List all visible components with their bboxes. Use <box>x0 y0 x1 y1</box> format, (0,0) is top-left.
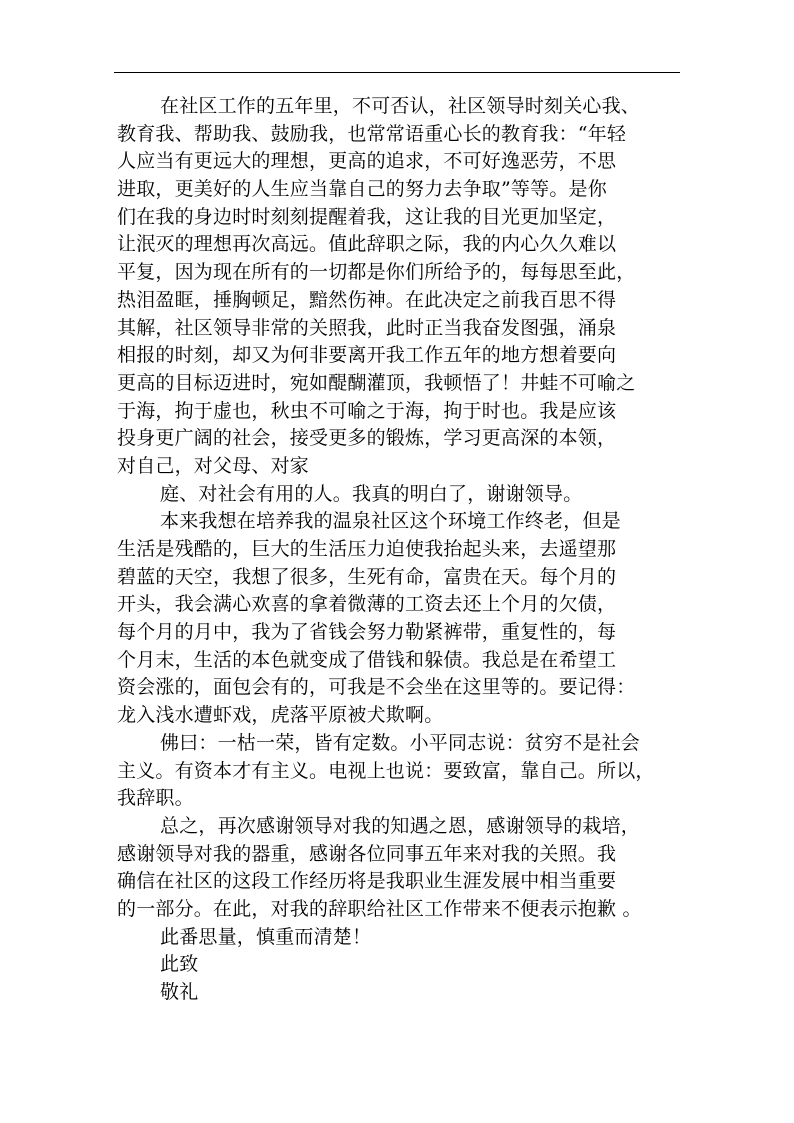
text-line: 人应当有更远大的理想，更高的追求，不可好逸恶劳，不思 <box>117 150 617 173</box>
text-line: 此番思量，慎重而清楚！ <box>160 925 372 948</box>
text-line: 平复，因为现在所有的一切都是你们所给予的，每每思至此， <box>117 261 636 284</box>
text-line: 开头，我会满心欢喜的拿着微薄的工资去还上个月的欠债， <box>117 593 617 616</box>
text-line: 让泯灭的理想再次高远。值此辞职之际，我的内心久久难以 <box>117 233 617 256</box>
text-line: 对自己，对父母、对家 <box>117 454 310 477</box>
text-line: 感谢领导对我的器重，感谢各位同事五年来对我的关照。我 <box>117 842 617 865</box>
document-body <box>117 93 687 1007</box>
text-line: 生活是残酷的，巨大的生活压力迫使我抬起头来，去遥望那 <box>117 538 617 560</box>
text-line: 热泪盈眶，捶胸顿足，黯然伤神。在此决定之前我百思不得 <box>117 288 617 311</box>
text-line: 投身更广阔的社会，接受更多的锻炼，学习更高深的本领， <box>117 427 617 450</box>
text-line: 总之，再次感谢领导对我的知遇之恩，感谢领导的栽培， <box>160 814 641 837</box>
text-line: 每个月的月中，我为了省钱会努力勒紧裤带，重复性的，每 <box>117 621 617 644</box>
text-line: 教育我、帮助我、鼓励我，也常常语重心长的教育我：“年轻 <box>117 122 627 145</box>
text-line: 资会涨的，面包会有的，可我是不会坐在这里等的。要记得： <box>117 676 636 699</box>
text-line: 敬礼 <box>160 981 199 1003</box>
text-line: 相报的时刻，却又为何非要离开我工作五年的地方想着要向 <box>117 344 617 367</box>
text-line: 个月末，生活的本色就变成了借钱和躲债。我总是在希望工 <box>117 648 617 671</box>
text-line: 更高的目标迈进时，宛如醍醐灌顶，我顿悟了！井蛙不可喻之 <box>117 371 636 394</box>
text-line: 我辞职。 <box>117 787 194 810</box>
text-line: 碧蓝的天空，我想了很多，生死有命，富贵在天。每个月的 <box>117 565 617 588</box>
text-line: 龙入浅水遭虾戏，虎落平原被犬欺啊。 <box>117 704 444 727</box>
text-line: 在社区工作的五年里，不可否认，社区领导时刻关心我、 <box>160 95 641 117</box>
text-line: 佛曰：一枯一荣，皆有定数。小平同志说：贫穷不是社会 <box>160 731 641 754</box>
text-line: 主义。有资本才有主义。电视上也说：要致富，靠自己。所以， <box>117 759 655 782</box>
text-line: 于海，拘于虚也，秋虫不可喻之于海，拘于时也。我是应该 <box>117 399 617 422</box>
text-line: 此致 <box>160 953 199 976</box>
text-line: 确信在社区的这段工作经历将是我职业生涯发展中相当重要 <box>117 870 617 893</box>
text-line: 本来我想在培养我的温泉社区这个环境工作终老，但是 <box>160 510 621 533</box>
text-line: 进取，更美好的人生应当靠自己的努力去争取”等等。是你 <box>117 178 607 201</box>
text-line: 庭、对社会有用的人。我真的明白了，谢谢领导。 <box>160 482 583 505</box>
text-line: 其解，社区领导非常的关照我，此时正当我奋发图强，涌泉 <box>117 316 617 339</box>
header-rule <box>114 72 680 73</box>
text-line: 的一部分。在此，对我的辞职给社区工作带来不便表示抱歉 。 <box>117 897 642 920</box>
text-line: 们在我的身边时时刻刻提醒着我，这让我的目光更加坚定， <box>117 205 617 228</box>
